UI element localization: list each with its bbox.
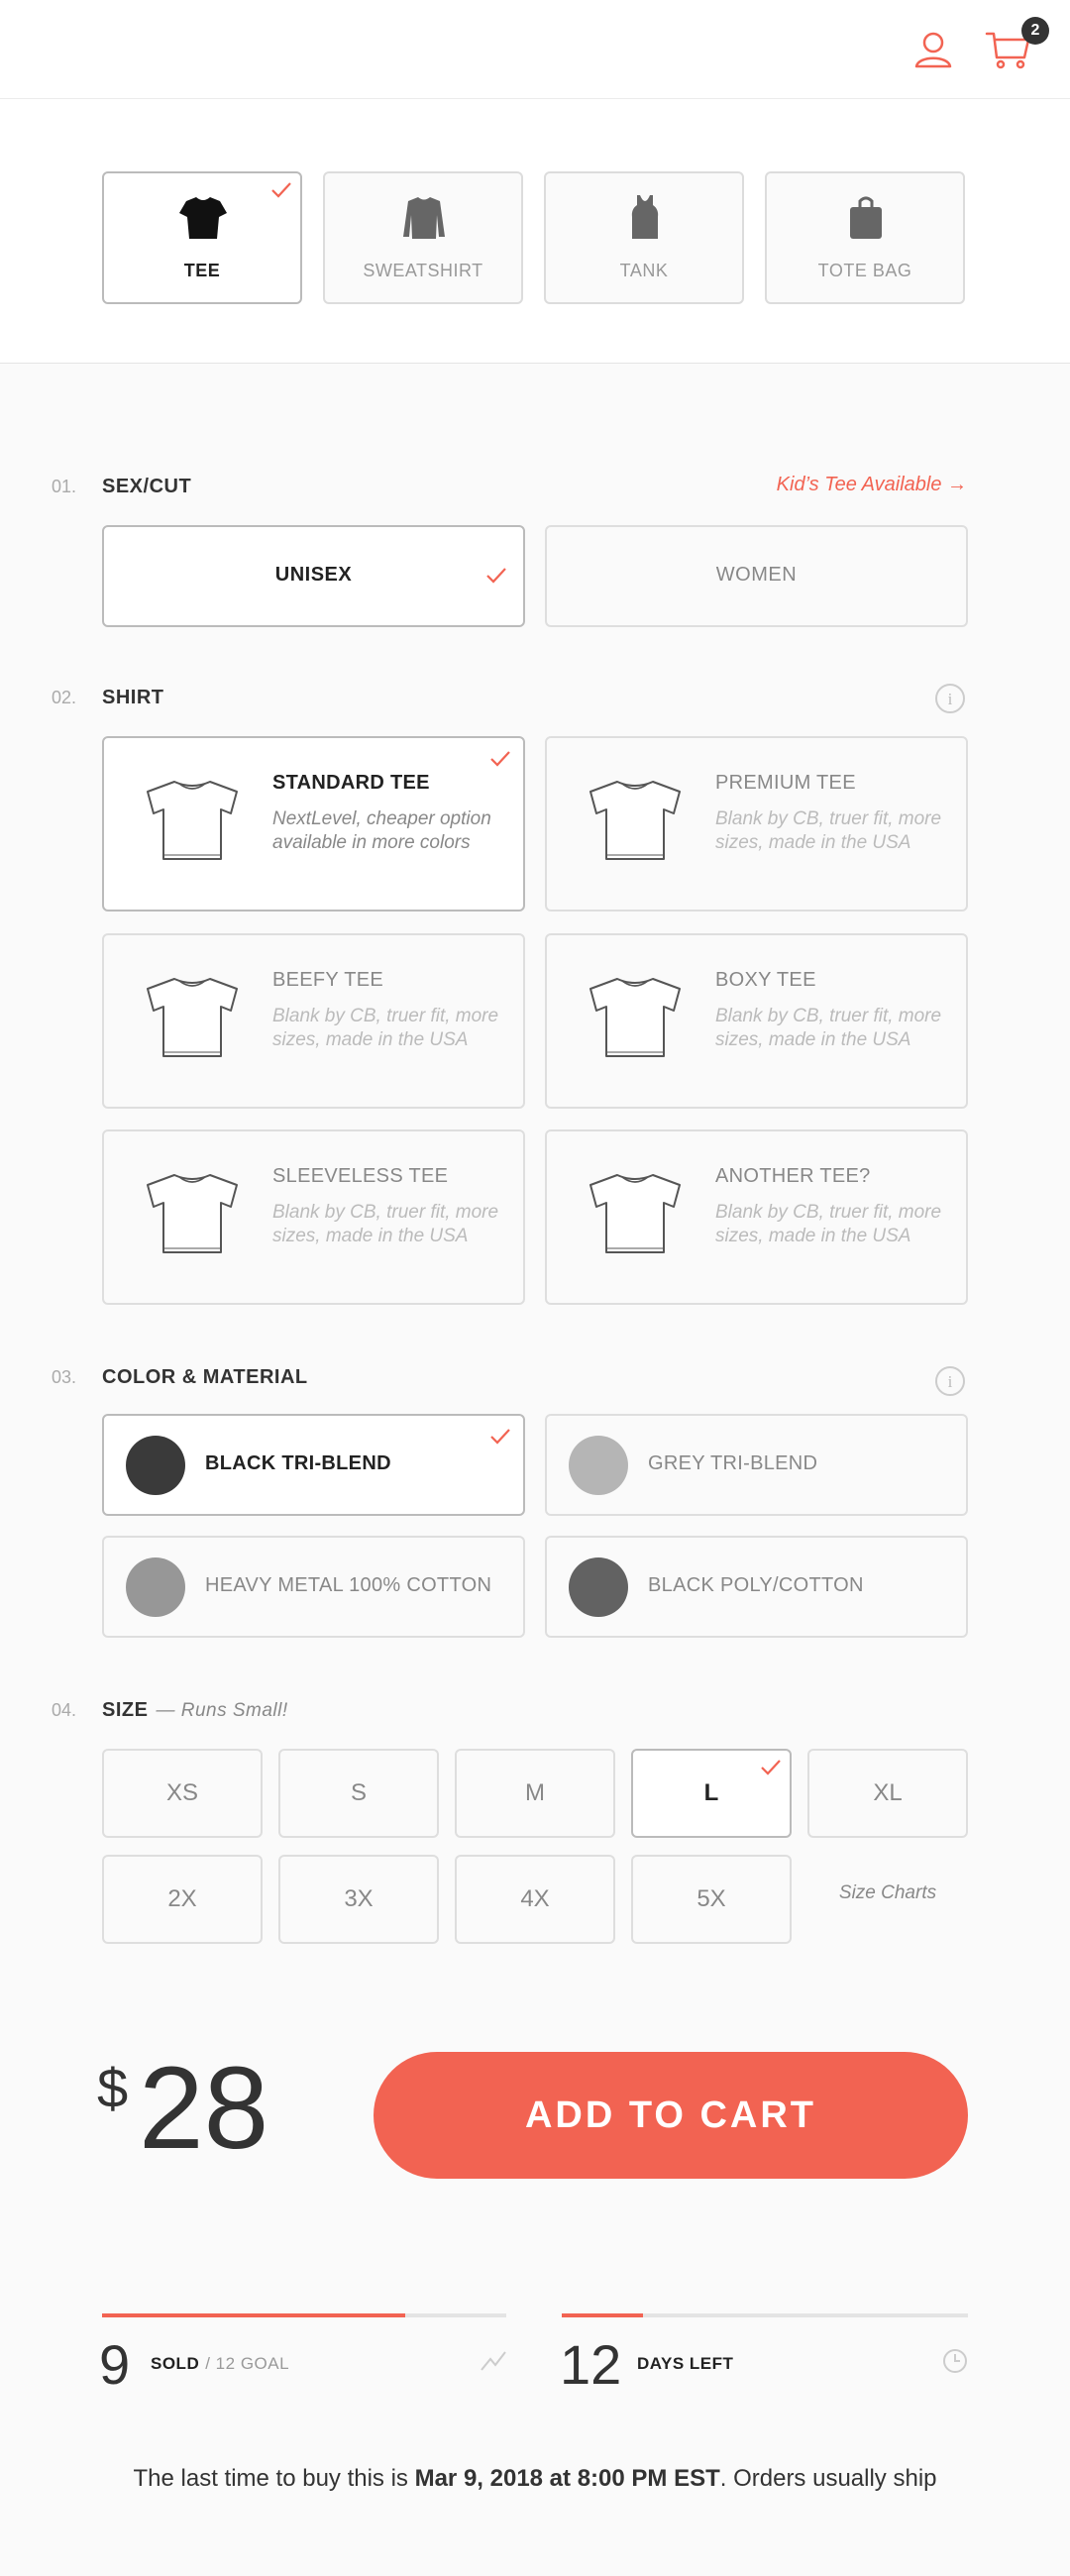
sold-text: SOLD xyxy=(151,2354,200,2373)
color-swatch xyxy=(569,1436,628,1495)
product-sweatshirt[interactable] xyxy=(323,171,523,304)
sold-label xyxy=(151,2354,289,2374)
add-to-cart-button[interactable]: ADD TO CART xyxy=(374,2052,968,2179)
product-tank[interactable] xyxy=(544,171,744,304)
size-label: 2X xyxy=(167,1885,197,1912)
cut-label: WOMEN xyxy=(715,564,798,586)
size-label: S xyxy=(350,1779,367,1806)
section-title: SHIRT xyxy=(102,687,164,708)
size-label: XL xyxy=(873,1779,903,1806)
shirt-name: PREMIUM TEE xyxy=(715,772,856,794)
tote-bag-icon xyxy=(767,193,965,243)
color-option[interactable] xyxy=(545,1414,968,1516)
shirt-option[interactable] xyxy=(545,933,968,1109)
shirt-name: STANDARD TEE xyxy=(272,772,430,794)
shirt-description: Blank by CB, truer fit, more sizes, made in the USA xyxy=(715,808,942,853)
color-option[interactable] xyxy=(102,1536,525,1638)
shirt-option[interactable] xyxy=(102,933,525,1109)
sold-count: 9 xyxy=(99,2333,131,2396)
svg-text:i: i xyxy=(947,1372,953,1391)
size-option[interactable] xyxy=(807,1749,968,1838)
product-label: TOTE BAG xyxy=(817,261,912,280)
info-icon[interactable] xyxy=(934,683,966,714)
size-label: 3X xyxy=(344,1885,374,1912)
size-option[interactable] xyxy=(455,1749,615,1838)
size-option[interactable] xyxy=(278,1855,439,1944)
color-name: HEAVY METAL 100% COTTON xyxy=(205,1574,492,1596)
section-number: 02. xyxy=(52,688,77,707)
days-progress-fill xyxy=(562,2313,643,2317)
shirt-name: BOXY TEE xyxy=(715,969,816,991)
tee-icon xyxy=(104,193,302,243)
size-label: M xyxy=(525,1779,545,1806)
shirt-option[interactable] xyxy=(102,1129,525,1305)
shirt-name: SLEEVELESS TEE xyxy=(272,1165,449,1187)
cut-label: UNISEX xyxy=(274,564,353,586)
product-tote-bag[interactable] xyxy=(765,171,965,304)
size-option[interactable] xyxy=(455,1855,615,1944)
size-title: SIZE xyxy=(102,1699,149,1721)
color-option[interactable] xyxy=(102,1414,525,1516)
sold-progress-fill xyxy=(102,2313,405,2317)
section-title xyxy=(102,1699,288,1722)
check-icon xyxy=(485,567,507,585)
user-icon[interactable] xyxy=(913,30,953,69)
size-label: 5X xyxy=(696,1885,726,1912)
tee-icon xyxy=(583,973,688,1062)
size-label: XS xyxy=(165,1779,198,1806)
tee-icon xyxy=(140,1169,245,1258)
size-option[interactable] xyxy=(278,1749,439,1838)
check-icon xyxy=(489,1428,511,1446)
notice-pre: The last time to buy this is xyxy=(133,2465,415,2492)
size-charts-link[interactable]: Size Charts xyxy=(838,1882,937,1903)
clock-icon xyxy=(940,2346,970,2376)
sweatshirt-icon xyxy=(325,193,523,243)
product-label: TANK xyxy=(619,261,669,280)
size-note: — Runs Small! xyxy=(156,1700,288,1721)
section-number: 03. xyxy=(52,1367,77,1387)
cut-option-women[interactable] xyxy=(545,525,968,627)
top-bar xyxy=(0,0,1070,99)
cut-option-unisex[interactable] xyxy=(102,525,525,627)
currency-symbol: $ xyxy=(97,2057,129,2119)
color-name: BLACK POLY/COTTON xyxy=(648,1574,864,1596)
tank-icon xyxy=(546,193,744,243)
notice-post: . Orders usually ship xyxy=(719,2465,937,2492)
shirt-description: Blank by CB, truer fit, more sizes, made in the USA xyxy=(272,1006,499,1050)
tee-icon xyxy=(583,1169,688,1258)
product-label: TEE xyxy=(183,261,221,280)
days-progress-bar xyxy=(562,2313,968,2317)
color-swatch xyxy=(569,1557,628,1617)
size-label: L xyxy=(703,1779,719,1806)
product-label: SWEATSHIRT xyxy=(363,261,483,280)
section-number: 01. xyxy=(52,477,77,496)
kids-tee-link[interactable]: Kid’s Tee Available → xyxy=(776,474,967,495)
svg-text:i: i xyxy=(947,690,953,708)
shirt-description: Blank by CB, truer fit, more sizes, made in the USA xyxy=(272,1202,499,1246)
shirt-description: Blank by CB, truer fit, more sizes, made in the USA xyxy=(715,1202,942,1246)
size-option[interactable] xyxy=(631,1855,792,1944)
shirt-name: ANOTHER TEE? xyxy=(715,1165,871,1187)
days-count: 12 xyxy=(560,2333,622,2396)
trend-icon xyxy=(479,2346,508,2376)
size-option[interactable] xyxy=(102,1749,263,1838)
days-label: DAYS LEFT xyxy=(637,2354,734,2373)
shirt-option[interactable] xyxy=(545,1129,968,1305)
size-option[interactable] xyxy=(631,1749,792,1838)
size-label: 4X xyxy=(520,1885,550,1912)
info-icon[interactable] xyxy=(934,1365,966,1397)
tee-icon xyxy=(140,973,245,1062)
cart-count-badge: 2 xyxy=(1021,17,1049,45)
color-name: GREY TRI-BLEND xyxy=(648,1452,818,1474)
check-icon xyxy=(760,1759,782,1776)
color-name: BLACK TRI-BLEND xyxy=(205,1452,391,1474)
color-swatch xyxy=(126,1436,185,1495)
sold-progress-bar xyxy=(102,2313,506,2317)
sale-end-notice xyxy=(0,2465,1070,2493)
sold-goal: / 12 GOAL xyxy=(205,2354,290,2373)
color-option[interactable] xyxy=(545,1536,968,1638)
section-number: 04. xyxy=(52,1700,77,1720)
sale-end-date: Mar 9, 2018 at 8:00 PM EST xyxy=(414,2465,720,2492)
shirt-option[interactable] xyxy=(545,736,968,912)
product-type-selector xyxy=(0,99,1070,364)
check-icon xyxy=(489,750,511,768)
price-value: 28 xyxy=(139,2043,269,2174)
color-swatch xyxy=(126,1557,185,1617)
shirt-name: BEEFY TEE xyxy=(272,969,384,991)
tee-icon xyxy=(583,776,688,865)
shirt-description: Blank by CB, truer fit, more sizes, made in the USA xyxy=(715,1006,942,1050)
section-title: SEX/CUT xyxy=(102,476,192,497)
shirt-description: NextLevel, cheaper option available in more colors xyxy=(272,808,491,853)
size-option[interactable] xyxy=(102,1855,263,1944)
tee-icon xyxy=(140,776,245,865)
product-tee[interactable] xyxy=(102,171,302,304)
shirt-option[interactable] xyxy=(102,736,525,912)
section-title: COLOR & MATERIAL xyxy=(102,1366,308,1388)
